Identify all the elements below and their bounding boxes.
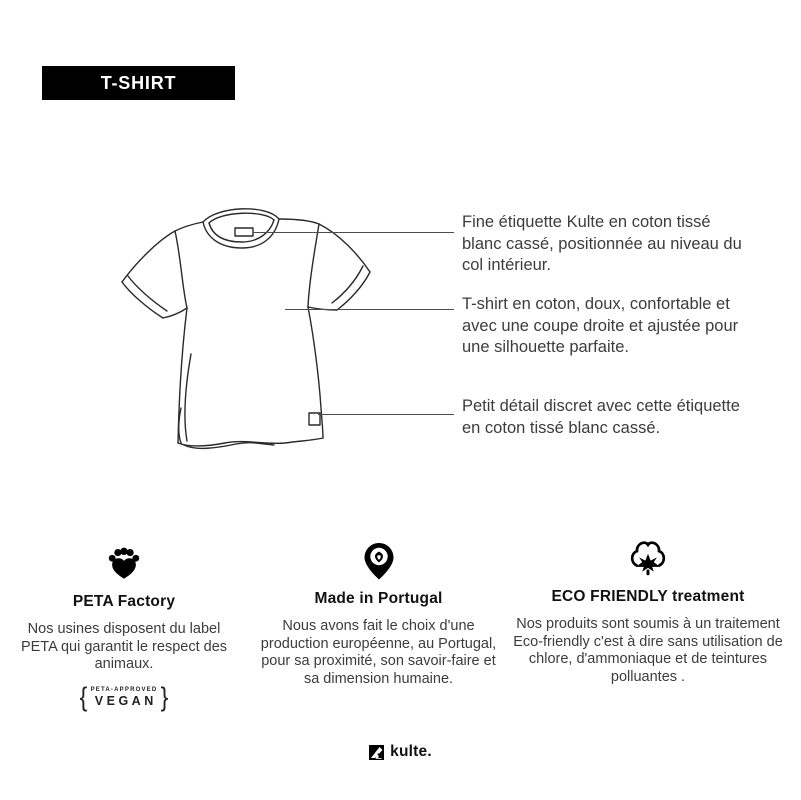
callout-line-collar	[253, 232, 454, 233]
feature-made-in-portugal	[256, 540, 501, 688]
badge-top-label: PETA-APPROVED	[90, 686, 158, 693]
callout-line-hem	[318, 414, 454, 415]
annotation-fabric: T-shirt en coton, doux, confortable et avec une coupe droite et ajustée pour une silhouette parfaite.	[462, 295, 739, 356]
badge-brace-right: }	[161, 681, 169, 712]
cotton-icon	[627, 539, 669, 579]
brand-footer	[0, 743, 801, 761]
feature-text: Nos produits sont soumis à un traitement Eco-friendly c'est à dire sans utilisation de chlore, d'ammoniaque et de teintures polluantes .	[513, 616, 783, 685]
paw-icon	[105, 545, 143, 583]
badge-main-label: VEGAN	[94, 693, 157, 708]
peta-approved-vegan-badge	[79, 681, 170, 712]
feature-title: PETA Factory	[72, 593, 176, 610]
callout-line-fabric	[285, 309, 454, 310]
feature-eco-friendly	[512, 538, 784, 686]
badge-brace-left: {	[79, 681, 87, 712]
feature-text: Nous avons fait le choix d'une production européenne, au Portugal, pour sa proximité, son savoir-faire et sa dimension humaine.	[260, 618, 497, 687]
feature-title: ECO FRIENDLY treatment	[551, 588, 745, 605]
kulte-logo-icon	[369, 745, 384, 760]
tshirt-drawing	[95, 196, 425, 458]
feature-title: Made in Portugal	[314, 590, 443, 607]
annotation-collar-label: Fine étiquette Kulte en coton tissé blanc cassé, positionnée au niveau du col intérieur.	[462, 213, 742, 274]
feature-peta-factory	[16, 543, 232, 711]
brand-name: kulte.	[390, 743, 432, 760]
collar-label	[235, 228, 253, 236]
page-title	[42, 66, 235, 100]
annotation-hem-label: Petit détail discret avec cette étiquette en coton tissé blanc cassé.	[462, 397, 740, 437]
page-title-label: T-SHIRT	[100, 72, 177, 93]
location-pin-icon	[360, 541, 398, 581]
feature-text: Nos usines disposent du label PETA qui garantit le respect des animaux.	[20, 621, 228, 672]
